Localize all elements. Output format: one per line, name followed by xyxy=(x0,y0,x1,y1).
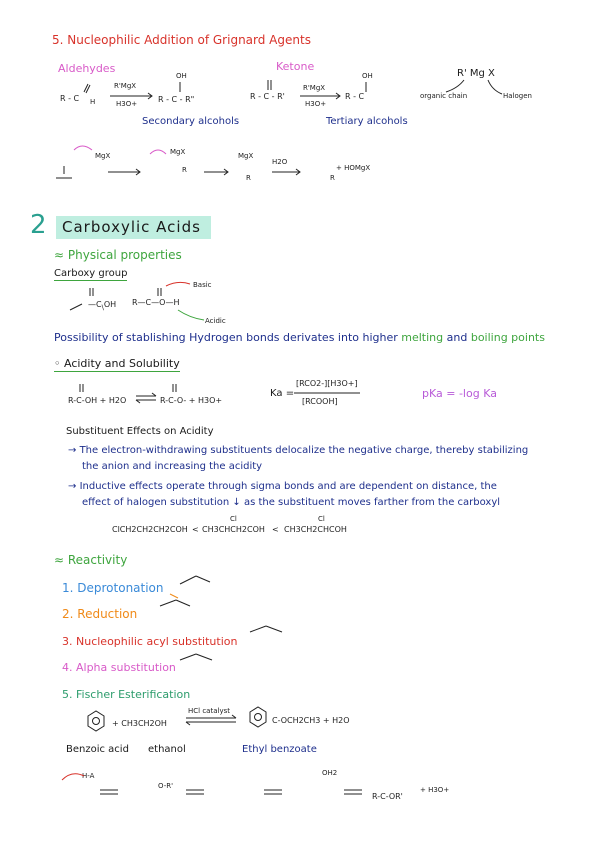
organic-chain-label: organic chain xyxy=(420,92,468,100)
acid-eq-right: R-C-O- + H3O+ xyxy=(160,396,223,405)
mech-h3o: + H3O+ xyxy=(420,786,450,794)
section2-number: 2 xyxy=(30,210,47,240)
ka-label: Ka = xyxy=(270,388,295,399)
mech-h2o: H2O xyxy=(272,158,288,166)
ethanol-label: ethanol xyxy=(148,744,186,755)
mech-or: O-R' xyxy=(158,782,174,790)
acidic-label: Acidic xyxy=(205,317,226,325)
substituent-heading: Substituent Effects on Acidity xyxy=(66,426,214,437)
bullet1-line1: → The electron-withdrawing substituents delocalize the negative charge, thereby stabilizing xyxy=(68,445,529,456)
reactivity-nucleophilic-acyl: 3. Nucleophilic acyl substitution xyxy=(62,635,238,648)
tertiary-alcohols-label: Tertiary alcohols xyxy=(326,116,408,127)
mech-oh2: OH2 xyxy=(322,769,338,777)
secondary-product: R - C - R" xyxy=(158,95,195,104)
tertiary-oh: OH xyxy=(362,72,373,80)
ketone-reagent: R'MgX xyxy=(303,84,326,92)
section5-title: 5. Nucleophilic Addition of Grignard Agents xyxy=(52,33,311,47)
reactivity-fischer: 5. Fischer Esterification xyxy=(62,688,191,701)
secondary-oh: OH xyxy=(176,72,187,80)
series-compound-c: CH3CH2CHCOH xyxy=(284,525,347,534)
mech-r-1: R xyxy=(182,166,187,174)
acidity-solubility-heading: ◦ Acidity and Solubility xyxy=(54,357,180,370)
carboxy-detailed-structure: R—C—O—H xyxy=(132,298,180,307)
ketone-h3o: H3O+ xyxy=(305,100,327,108)
aldehyde-structure: R - C xyxy=(60,94,80,103)
benzoic-acid-label: Benzoic acid xyxy=(66,744,129,755)
bullet2-line1: → Inductive effects operate through sigma bonds and are dependent on distance, the xyxy=(68,481,497,492)
mech-ester: R-C-OR' xyxy=(372,792,403,801)
series-cl-b: Cl xyxy=(230,515,237,523)
series-compound-b: CH3CHCH2COH xyxy=(202,525,265,534)
series-cl-c: Cl xyxy=(318,515,325,523)
tertiary-product: R - C xyxy=(345,92,365,101)
series-compound-a: ClCH2CH2CH2COH xyxy=(112,525,188,534)
aldehyde-h: H xyxy=(90,98,96,106)
reactivity-alpha: 4. Alpha substitution xyxy=(62,661,176,674)
fischer-catalyst: HCl catalyst xyxy=(188,707,230,715)
bullet1-line2: the anion and increasing the acidity xyxy=(82,461,263,472)
secondary-alcohols-label: Secondary alcohols xyxy=(142,116,240,127)
h3o-label: H3O+ xyxy=(116,100,138,108)
reactivity-heading: ≈ Reactivity xyxy=(54,553,128,567)
fischer-product: C-OCH2CH3 + H2O xyxy=(272,716,350,725)
pka-formula: pKa = -log Ka xyxy=(422,387,497,400)
ketone-structure: R - C - R' xyxy=(250,92,285,101)
ketone-label: Ketone xyxy=(276,60,315,73)
series-lt-2: < xyxy=(272,525,279,534)
bullet2-line2: effect of halogen substitution ↓ as the substituent moves farther from the carboxyl xyxy=(82,497,501,508)
reactivity-deprotonation: 1. Deprotonation xyxy=(62,581,164,595)
mech-mgx-2: MgX xyxy=(170,148,186,156)
halogen-label: Halogen xyxy=(503,92,532,100)
fischer-ethanol-formula: + CH3CH2OH xyxy=(112,719,167,728)
mech-homgx: + HOMgX xyxy=(336,164,371,172)
mech-mgx-1: MgX xyxy=(95,152,111,160)
grignard-formula: R' Mg X xyxy=(457,68,495,79)
acid-eq-left: R-C-OH + H2O xyxy=(68,396,127,405)
physical-properties-heading: ≈ Physical properties xyxy=(54,248,182,262)
series-lt-1: < xyxy=(192,525,199,534)
ethyl-benzoate-label: Ethyl benzoate xyxy=(242,744,317,755)
mech-r-3: R xyxy=(330,174,335,182)
ka-denominator: [RCOOH] xyxy=(302,397,338,406)
section2-title: Carboxylic Acids xyxy=(56,216,211,239)
reagent-label: R'MgX xyxy=(114,82,137,90)
carboxy-structure: $—C_\backslash OH$ xyxy=(88,300,117,312)
ka-numerator: [RCO2-][H3O+] xyxy=(296,379,358,388)
mech-mgx-3: MgX xyxy=(238,152,254,160)
reactivity-reduction: 2. Reduction xyxy=(62,607,138,621)
basic-label: Basic xyxy=(193,281,212,289)
mech-r-2: R xyxy=(246,174,251,182)
carboxy-group-label: Carboxy group xyxy=(54,268,128,279)
h-bond-sentence: Possibility of stablishing Hydrogen bonds derivates into higher melting and boiling points xyxy=(54,331,545,344)
mech-ha: H-A xyxy=(82,772,95,780)
aldehydes-label: Aldehydes xyxy=(58,62,116,75)
